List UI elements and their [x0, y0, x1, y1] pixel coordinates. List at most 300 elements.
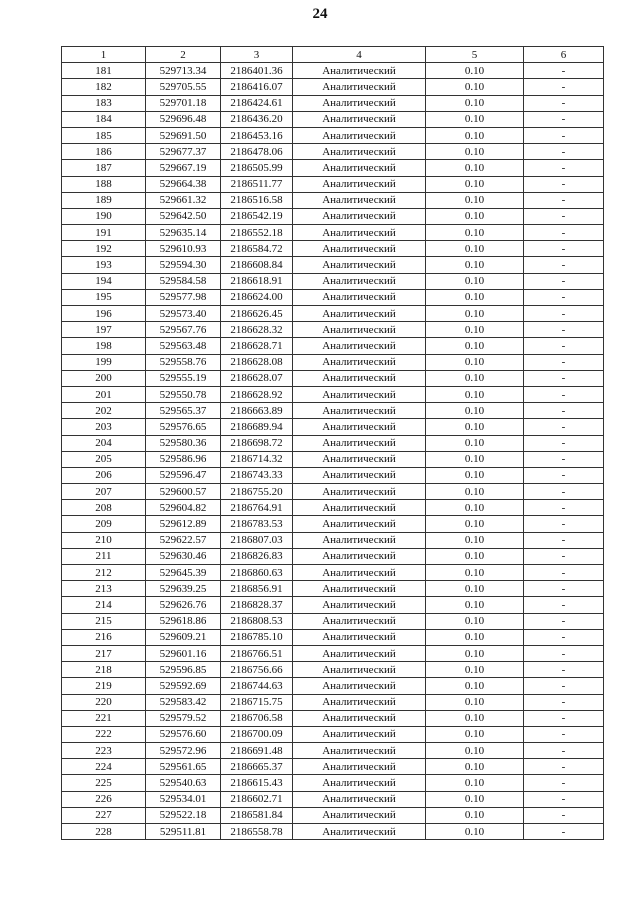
table-cell: 529596.47 — [146, 467, 221, 483]
table-cell: 529601.16 — [146, 645, 221, 661]
table-cell: 184 — [62, 111, 146, 127]
table-cell: 0.10 — [426, 63, 524, 79]
table-cell: 2186628.92 — [221, 386, 293, 402]
table-cell: 0.10 — [426, 419, 524, 435]
table-row — [62, 467, 604, 483]
table-row — [62, 791, 604, 807]
table-cell: 0.10 — [426, 257, 524, 273]
column-header: 4 — [293, 47, 426, 63]
table-cell: 0.10 — [426, 273, 524, 289]
table-cell: 195 — [62, 289, 146, 305]
table-cell: Аналитический — [293, 613, 426, 629]
table-cell: Аналитический — [293, 597, 426, 613]
table-cell: Аналитический — [293, 257, 426, 273]
table-cell: 2186665.37 — [221, 759, 293, 775]
table-cell: Аналитический — [293, 516, 426, 532]
table-row — [62, 597, 604, 613]
table-cell: - — [524, 257, 604, 273]
table-cell: 187 — [62, 160, 146, 176]
table-cell: 2186626.45 — [221, 306, 293, 322]
table-cell: 529583.42 — [146, 694, 221, 710]
table-cell: - — [524, 322, 604, 338]
table-cell: 529713.34 — [146, 63, 221, 79]
table-cell: 190 — [62, 208, 146, 224]
table-cell: 529580.36 — [146, 435, 221, 451]
table-cell: 529645.39 — [146, 565, 221, 581]
table-row — [62, 419, 604, 435]
table-cell: 529609.21 — [146, 629, 221, 645]
table-cell: 201 — [62, 386, 146, 402]
table-row — [62, 127, 604, 143]
table-cell: - — [524, 467, 604, 483]
table-cell: - — [524, 500, 604, 516]
table-cell: - — [524, 79, 604, 95]
table-cell: 529576.60 — [146, 726, 221, 742]
table-cell: 2186453.16 — [221, 127, 293, 143]
coordinates-table — [61, 46, 604, 840]
table-cell: - — [524, 338, 604, 354]
table-cell: 227 — [62, 807, 146, 823]
table-cell: 2186785.10 — [221, 629, 293, 645]
table-cell: 529626.76 — [146, 597, 221, 613]
table-cell: 529522.18 — [146, 807, 221, 823]
table-cell: Аналитический — [293, 192, 426, 208]
table-cell: 200 — [62, 370, 146, 386]
table-cell: 0.10 — [426, 289, 524, 305]
table-cell: 2186436.20 — [221, 111, 293, 127]
table-cell: 0.10 — [426, 759, 524, 775]
table-cell: 529618.86 — [146, 613, 221, 629]
table-cell: 529573.40 — [146, 306, 221, 322]
table-cell: 529584.58 — [146, 273, 221, 289]
table-cell: 2186628.08 — [221, 354, 293, 370]
table-cell: 2186628.32 — [221, 322, 293, 338]
table-cell: - — [524, 807, 604, 823]
table-cell: 0.10 — [426, 208, 524, 224]
table-row — [62, 95, 604, 111]
table-cell: 0.10 — [426, 338, 524, 354]
table-cell: - — [524, 111, 604, 127]
table-cell: Аналитический — [293, 95, 426, 111]
table-cell: 215 — [62, 613, 146, 629]
table-cell: Аналитический — [293, 241, 426, 257]
table-cell: Аналитический — [293, 338, 426, 354]
table-cell: 223 — [62, 743, 146, 759]
table-cell: 203 — [62, 419, 146, 435]
table-cell: Аналитический — [293, 662, 426, 678]
table-cell: 529701.18 — [146, 95, 221, 111]
table-cell: 0.10 — [426, 322, 524, 338]
table-cell: 2186416.07 — [221, 79, 293, 95]
table-cell: - — [524, 726, 604, 742]
table-cell: 2186828.37 — [221, 597, 293, 613]
table-row — [62, 257, 604, 273]
table-cell: 0.10 — [426, 192, 524, 208]
table-cell: Аналитический — [293, 289, 426, 305]
table-cell: Аналитический — [293, 807, 426, 823]
column-header: 5 — [426, 47, 524, 63]
table-header-row — [62, 47, 604, 63]
table-cell: Аналитический — [293, 306, 426, 322]
table-cell: Аналитический — [293, 111, 426, 127]
table-cell: 529612.89 — [146, 516, 221, 532]
table-cell: - — [524, 63, 604, 79]
table-cell: 228 — [62, 824, 146, 840]
table-cell: 186 — [62, 144, 146, 160]
table-cell: 529635.14 — [146, 225, 221, 241]
table-cell: - — [524, 565, 604, 581]
table-cell: 2186691.48 — [221, 743, 293, 759]
table-cell: - — [524, 678, 604, 694]
table-cell: 202 — [62, 403, 146, 419]
table-cell: 226 — [62, 791, 146, 807]
table-cell: 529705.55 — [146, 79, 221, 95]
table-row — [62, 743, 604, 759]
table-cell: 2186602.71 — [221, 791, 293, 807]
table-cell: Аналитический — [293, 484, 426, 500]
table-cell: 2186807.03 — [221, 532, 293, 548]
table-cell: Аналитический — [293, 629, 426, 645]
table-row — [62, 645, 604, 661]
table-cell: Аналитический — [293, 451, 426, 467]
table-cell: 0.10 — [426, 548, 524, 564]
table-cell: 0.10 — [426, 645, 524, 661]
table-cell: Аналитический — [293, 824, 426, 840]
table-row — [62, 241, 604, 257]
table-row — [62, 662, 604, 678]
table-cell: 219 — [62, 678, 146, 694]
table-cell: 0.10 — [426, 111, 524, 127]
table-cell: 198 — [62, 338, 146, 354]
column-header: 2 — [146, 47, 221, 63]
table-cell: 0.10 — [426, 791, 524, 807]
table-cell: 529592.69 — [146, 678, 221, 694]
table-cell: - — [524, 419, 604, 435]
table-cell: 2186755.20 — [221, 484, 293, 500]
table-cell: 2186715.75 — [221, 694, 293, 710]
table-row — [62, 354, 604, 370]
table-row — [62, 694, 604, 710]
table-row — [62, 273, 604, 289]
column-header: 3 — [221, 47, 293, 63]
table-row — [62, 208, 604, 224]
table-cell: Аналитический — [293, 386, 426, 402]
table-row — [62, 322, 604, 338]
table-cell: 211 — [62, 548, 146, 564]
table-cell: Аналитический — [293, 225, 426, 241]
table-cell: 529561.65 — [146, 759, 221, 775]
table-cell: 210 — [62, 532, 146, 548]
table-cell: 529642.50 — [146, 208, 221, 224]
table-cell: 2186401.36 — [221, 63, 293, 79]
table-cell: 199 — [62, 354, 146, 370]
table-cell: 529572.96 — [146, 743, 221, 759]
table-cell: Аналитический — [293, 710, 426, 726]
table-cell: - — [524, 791, 604, 807]
table-cell: 2186542.19 — [221, 208, 293, 224]
table-cell: 181 — [62, 63, 146, 79]
table-row — [62, 403, 604, 419]
table-cell: 0.10 — [426, 306, 524, 322]
table-cell: 0.10 — [426, 629, 524, 645]
table-cell: 209 — [62, 516, 146, 532]
table-cell: Аналитический — [293, 581, 426, 597]
table-cell: 0.10 — [426, 370, 524, 386]
table-cell: 0.10 — [426, 225, 524, 241]
table-cell: 2186584.72 — [221, 241, 293, 257]
table-cell: Аналитический — [293, 273, 426, 289]
table-cell: - — [524, 289, 604, 305]
table-cell: 529594.30 — [146, 257, 221, 273]
table-cell: 2186826.83 — [221, 548, 293, 564]
table-cell: Аналитический — [293, 791, 426, 807]
table-row — [62, 678, 604, 694]
table-cell: 207 — [62, 484, 146, 500]
table-cell: 220 — [62, 694, 146, 710]
table-cell: 0.10 — [426, 144, 524, 160]
table-cell: 206 — [62, 467, 146, 483]
table-cell: 529563.48 — [146, 338, 221, 354]
table-cell: Аналитический — [293, 467, 426, 483]
table-cell: 529604.82 — [146, 500, 221, 516]
table-cell: 221 — [62, 710, 146, 726]
table-cell: 2186558.78 — [221, 824, 293, 840]
table-cell: 529565.37 — [146, 403, 221, 419]
table-cell: Аналитический — [293, 500, 426, 516]
table-cell: 2186860.63 — [221, 565, 293, 581]
table-row — [62, 613, 604, 629]
table-cell: - — [524, 208, 604, 224]
table-row — [62, 710, 604, 726]
table-cell: - — [524, 241, 604, 257]
table-cell: 2186615.43 — [221, 775, 293, 791]
table-row — [62, 532, 604, 548]
table-cell: 194 — [62, 273, 146, 289]
table-cell: 529661.32 — [146, 192, 221, 208]
table-cell: 224 — [62, 759, 146, 775]
table-cell: Аналитический — [293, 548, 426, 564]
table-cell: 0.10 — [426, 467, 524, 483]
table-cell: 0.10 — [426, 775, 524, 791]
table-cell: - — [524, 95, 604, 111]
table-cell: 2186714.32 — [221, 451, 293, 467]
table-cell: Аналитический — [293, 403, 426, 419]
table-row — [62, 111, 604, 127]
table-row — [62, 176, 604, 192]
table-cell: - — [524, 160, 604, 176]
page-number: 24 — [312, 6, 328, 22]
table-cell: Аналитический — [293, 678, 426, 694]
table-cell: 2186698.72 — [221, 435, 293, 451]
table-row — [62, 484, 604, 500]
table-cell: 197 — [62, 322, 146, 338]
table-cell: 2186706.58 — [221, 710, 293, 726]
table-cell: 2186618.91 — [221, 273, 293, 289]
table-cell: - — [524, 273, 604, 289]
table-cell: 0.10 — [426, 451, 524, 467]
column-header: 1 — [62, 47, 146, 63]
table-cell: - — [524, 710, 604, 726]
table-cell: - — [524, 435, 604, 451]
table-cell: 0.10 — [426, 79, 524, 95]
table-row — [62, 306, 604, 322]
table-cell: - — [524, 824, 604, 840]
table-cell: - — [524, 613, 604, 629]
table-cell: 529667.19 — [146, 160, 221, 176]
table-cell: 0.10 — [426, 516, 524, 532]
table-cell: 0.10 — [426, 532, 524, 548]
table-cell: 0.10 — [426, 726, 524, 742]
table-cell: 2186581.84 — [221, 807, 293, 823]
table-cell: 529534.01 — [146, 791, 221, 807]
table-cell: 529639.25 — [146, 581, 221, 597]
table-row — [62, 386, 604, 402]
table-cell: Аналитический — [293, 79, 426, 95]
table-cell: 529696.48 — [146, 111, 221, 127]
table-body — [62, 63, 604, 840]
column-header: 6 — [524, 47, 604, 63]
table-cell: 0.10 — [426, 824, 524, 840]
table-cell: 2186764.91 — [221, 500, 293, 516]
table-cell: 213 — [62, 581, 146, 597]
table-row — [62, 225, 604, 241]
table-cell: 0.10 — [426, 565, 524, 581]
table-cell: Аналитический — [293, 565, 426, 581]
table-cell: 0.10 — [426, 386, 524, 402]
table-cell: - — [524, 775, 604, 791]
table-cell: 0.10 — [426, 678, 524, 694]
table-row — [62, 581, 604, 597]
table-cell: 529555.19 — [146, 370, 221, 386]
table-cell: 529577.98 — [146, 289, 221, 305]
table-cell: - — [524, 306, 604, 322]
table-cell: 529664.38 — [146, 176, 221, 192]
table-cell: 0.10 — [426, 613, 524, 629]
table-row — [62, 79, 604, 95]
table-cell: 2186628.07 — [221, 370, 293, 386]
table-cell: 0.10 — [426, 662, 524, 678]
table-row — [62, 807, 604, 823]
table-cell: - — [524, 694, 604, 710]
table-cell: 2186743.33 — [221, 467, 293, 483]
table-cell: 217 — [62, 645, 146, 661]
table-cell: - — [524, 176, 604, 192]
table-cell: 2186766.51 — [221, 645, 293, 661]
table-cell: 218 — [62, 662, 146, 678]
table-cell: Аналитический — [293, 322, 426, 338]
table-cell: 529511.81 — [146, 824, 221, 840]
table-cell: 0.10 — [426, 581, 524, 597]
table-cell: 0.10 — [426, 694, 524, 710]
table-cell: - — [524, 403, 604, 419]
table-cell: Аналитический — [293, 645, 426, 661]
table-cell: 212 — [62, 565, 146, 581]
table-row — [62, 726, 604, 742]
table-cell: - — [524, 629, 604, 645]
table-cell: 529610.93 — [146, 241, 221, 257]
table-cell: - — [524, 370, 604, 386]
table-cell: 0.10 — [426, 403, 524, 419]
table-cell: Аналитический — [293, 144, 426, 160]
table-cell: 0.10 — [426, 354, 524, 370]
table-cell: 0.10 — [426, 435, 524, 451]
table-cell: Аналитический — [293, 354, 426, 370]
table-cell: 2186663.89 — [221, 403, 293, 419]
table-cell: Аналитический — [293, 370, 426, 386]
table-cell: 529567.76 — [146, 322, 221, 338]
table-cell: 188 — [62, 176, 146, 192]
table-cell: 222 — [62, 726, 146, 742]
table-cell: - — [524, 516, 604, 532]
table-cell: 529550.78 — [146, 386, 221, 402]
table-cell: 0.10 — [426, 241, 524, 257]
table-cell: 529586.96 — [146, 451, 221, 467]
table-cell: 529576.65 — [146, 419, 221, 435]
table-cell: 0.10 — [426, 95, 524, 111]
table-cell: Аналитический — [293, 775, 426, 791]
table-cell: 0.10 — [426, 710, 524, 726]
table-cell: 2186744.63 — [221, 678, 293, 694]
table-row — [62, 435, 604, 451]
table-cell: 2186608.84 — [221, 257, 293, 273]
table-cell: Аналитический — [293, 127, 426, 143]
table-cell: - — [524, 354, 604, 370]
table-cell: 205 — [62, 451, 146, 467]
table-row — [62, 500, 604, 516]
table-row — [62, 451, 604, 467]
table-cell: - — [524, 645, 604, 661]
table-cell: 2186808.53 — [221, 613, 293, 629]
table-row — [62, 759, 604, 775]
table-row — [62, 824, 604, 840]
table-cell: 2186756.66 — [221, 662, 293, 678]
table-cell: Аналитический — [293, 419, 426, 435]
table-cell: - — [524, 451, 604, 467]
table-row — [62, 370, 604, 386]
table-cell: Аналитический — [293, 435, 426, 451]
table-row — [62, 63, 604, 79]
table-cell: 2186511.77 — [221, 176, 293, 192]
table-cell: 196 — [62, 306, 146, 322]
table-cell: - — [524, 597, 604, 613]
table-cell: Аналитический — [293, 208, 426, 224]
table-cell: - — [524, 662, 604, 678]
table-row — [62, 160, 604, 176]
table-cell: 2186624.00 — [221, 289, 293, 305]
table-cell: 529579.52 — [146, 710, 221, 726]
table-cell: 216 — [62, 629, 146, 645]
table-cell: 529622.57 — [146, 532, 221, 548]
table-cell: 185 — [62, 127, 146, 143]
table-cell: Аналитический — [293, 694, 426, 710]
table-cell: 0.10 — [426, 500, 524, 516]
table-cell: 0.10 — [426, 160, 524, 176]
table-cell: 2186628.71 — [221, 338, 293, 354]
table-cell: 2186516.58 — [221, 192, 293, 208]
table-cell: Аналитический — [293, 532, 426, 548]
table-cell: Аналитический — [293, 176, 426, 192]
table-row — [62, 289, 604, 305]
table-cell: 2186700.09 — [221, 726, 293, 742]
table-cell: 529540.63 — [146, 775, 221, 791]
table-cell: - — [524, 548, 604, 564]
table-cell: 191 — [62, 225, 146, 241]
table-cell: - — [524, 484, 604, 500]
table-row — [62, 338, 604, 354]
table-cell: - — [524, 127, 604, 143]
table-cell: 0.10 — [426, 484, 524, 500]
table-cell: Аналитический — [293, 759, 426, 775]
